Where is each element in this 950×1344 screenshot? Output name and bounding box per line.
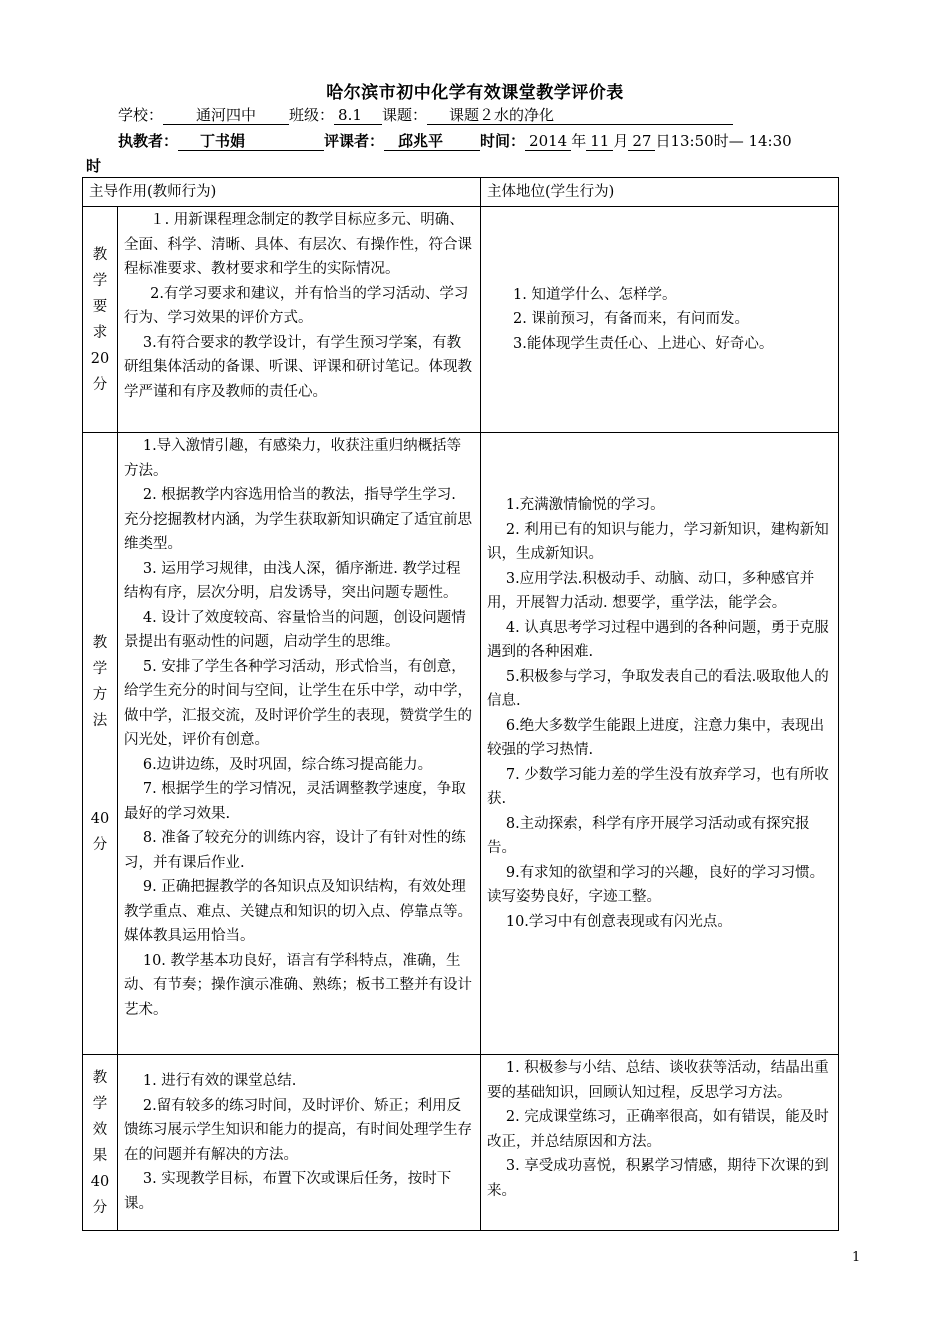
criteria-item: 9.有求知的欲望和学习的兴趣，良好的学习习惯。读写姿势良好，字迹工整。 [487,864,825,905]
table-row [83,207,839,433]
student-criteria-cell [481,1055,839,1231]
criteria-item: 2. 根据教学内容选用恰当的教法，指导学生学习. 充分挖掘教材内涵，为学生获取新知识确定了适宜前思维类型。 [124,487,472,552]
criteria-item: 3.有符合要求的教学设计，有学生预习学案，有教研组集体活动的备课、听课、评课和研讨笔记。体现教学严谨和有序及教师的责任心。 [124,334,472,400]
criteria-item: 5. 安排了学生各种学习活动，形式恰当，有创意，给学生充分的时间与空间，让学生在乐中学，动中学，做中学，汇报交流，及时评价学生的表现，赞赏学生的闪光处，评价有创意。 [124,658,472,748]
criteria-item: 1.导入激情引趣，有感染力，收获注重归纳概括等方法。 [124,438,462,479]
day-value: 27 [628,133,655,151]
criteria-item: 6.边讲边练，及时巩固，综合练习提高能力。 [142,756,433,773]
teacher-reviewer-time-line [118,130,792,151]
criteria-item: １. 用新课程理念制定的教学目标应多元、明确、全面、科学、清晰、具体、有层次、有操作性，符合课程标准要求、教材要求和学生的实际情况。 [124,212,472,277]
reviewer-value: 邱兆平 [384,133,480,151]
class-label: 班级： [289,106,335,124]
criteria-item: 3.能体现学生责任心、上进心、好奇心。 [513,335,774,352]
criteria-item: 3. 享受成功喜悦，积累学习情感，期待下次课的到来。 [487,1158,829,1199]
criteria-item: 1. 积极参与小结、总结、谈收获等活动，结晶出重要的基础知识，回顾认知过程，反思学习方法。 [487,1060,829,1101]
table-row [83,433,839,1055]
topic-label: 课题： [382,106,428,124]
school-label: 学校： [118,106,164,124]
student-criteria-cell [481,207,839,433]
criteria-item: 1. 进行有效的课堂总结. [142,1073,297,1089]
criteria-item: 7. 少数学习能力差的学生没有放弃学习，也有所收获. [487,766,829,807]
time-tail: 时 [86,157,102,175]
time-label: 时间： [480,132,526,150]
day-unit: 日 [655,132,671,150]
teacher-criteria-cell [118,1055,481,1231]
criteria-item: 4. 认真思考学习过程中遇到的各种问题，勇于克服遇到的各种困难. [487,619,829,660]
criteria-item: 2.留有较多的练习时间，及时评价、矫正；利用反馈练习展示学生知识和能力的提高，有时间处理学生存在的问题并有解决的方法。 [124,1097,472,1163]
table-header-row [83,178,839,207]
criteria-item: 2. 利用已有的知识与能力，学习新知识，建构新知识，生成新知识。 [487,521,829,562]
criteria-item: 6.绝大多数学生能跟上进度，注意力集中，表现出较强的学习热情. [487,717,825,758]
header-teacher: 主导作用(教师行为) [83,178,481,207]
school-value: 通河四中 [163,107,289,125]
student-criteria-cell [481,433,839,1055]
teacher-criteria-cell [118,433,481,1055]
criteria-item: 2.有学习要求和建议，并有恰当的学习活动、学习行为、学习效果的评价方式。 [124,285,469,326]
class-value: 8.1 [334,107,382,125]
criteria-item: 3.应用学法.积极动手、动脑、动口，多种感官并用，开展智力活动. 想要学，重学法，能学会。 [487,570,815,611]
year-unit: 年 [571,132,587,150]
criteria-item: 10.学习中有创意表现或有闪光点。 [505,913,732,930]
category-cell [83,207,118,433]
month-unit: 月 [613,132,629,150]
table-row [83,1055,839,1231]
teacher-value: 丁书娟 [178,133,324,151]
criteria-item: 1.充满激情愉悦的学习。 [505,497,665,513]
criteria-item: 3. 实现教学目标，布置下次或课后任务，按时下课。 [124,1171,452,1212]
time-range: 13:50时— 14:30 [670,132,792,150]
page-number: 1 [852,1250,861,1265]
criteria-item: 2. 完成课堂练习，正确率很高，如有错误，能及时改正，并总结原因和方法。 [487,1109,829,1150]
category-cell [83,1055,118,1231]
criteria-item: 9. 正确把握教学的各知识点及知识结构，有效处理教学重点、难点、关键点和知识的切入点、停靠点等。媒体教具运用恰当。 [124,879,472,944]
criteria-item: 10. 教学基本功良好，语言有学科特点，准确，生动、有节奏；操作演示准确、熟练；板书工整并有设计艺术。 [124,952,472,1018]
criteria-item: 8.主动探索，科学有序开展学习活动或有探究报告。 [487,815,810,856]
evaluation-table [82,177,839,1231]
month-value: 11 [586,133,613,151]
category-label: 教 学 效 果 40 分 [90,1069,110,1216]
criteria-item: 7. 根据学生的学习情况，灵活调整教学速度，争取最好的学习效果. [124,781,466,822]
year-value: 2014 [525,133,571,151]
criteria-item: 5.积极参与学习，争取发表自己的看法.吸取他人的信息. [487,668,829,709]
criteria-item: 1. 知道学什么、怎样学。 [513,286,677,303]
page-title: 哈尔滨市初中化学有效课堂教学评价表 [326,83,624,103]
header-student: 主体地位(学生行为) [481,178,839,207]
topic-value: 课题２水的净化 [427,107,733,125]
category-label: 教 学 要 求 20 分 [90,246,110,393]
criteria-item: 8. 准备了较充分的训练内容，设计了有针对性的练习，并有课后作业. [124,830,466,871]
reviewer-label: 评课者： [324,132,385,150]
criteria-item: 2. 课前预习，有备而来，有问而发。 [513,311,749,328]
category-label: 教 学 方 法 40 分 [90,634,110,853]
teacher-label: 执教者： [118,132,179,150]
category-cell [83,433,118,1055]
criteria-item: 4. 设计了效度较高、容量恰当的问题，创设问题情景提出有驱动性的问题，启动学生的思维。 [124,609,466,650]
criteria-item: 3. 运用学习规律，由浅人深，循序渐进. 教学过程结构有序，层次分明，启发诱导，突出问题专题性。 [124,560,461,601]
school-class-topic-line [118,104,733,125]
teacher-criteria-cell [118,207,481,433]
